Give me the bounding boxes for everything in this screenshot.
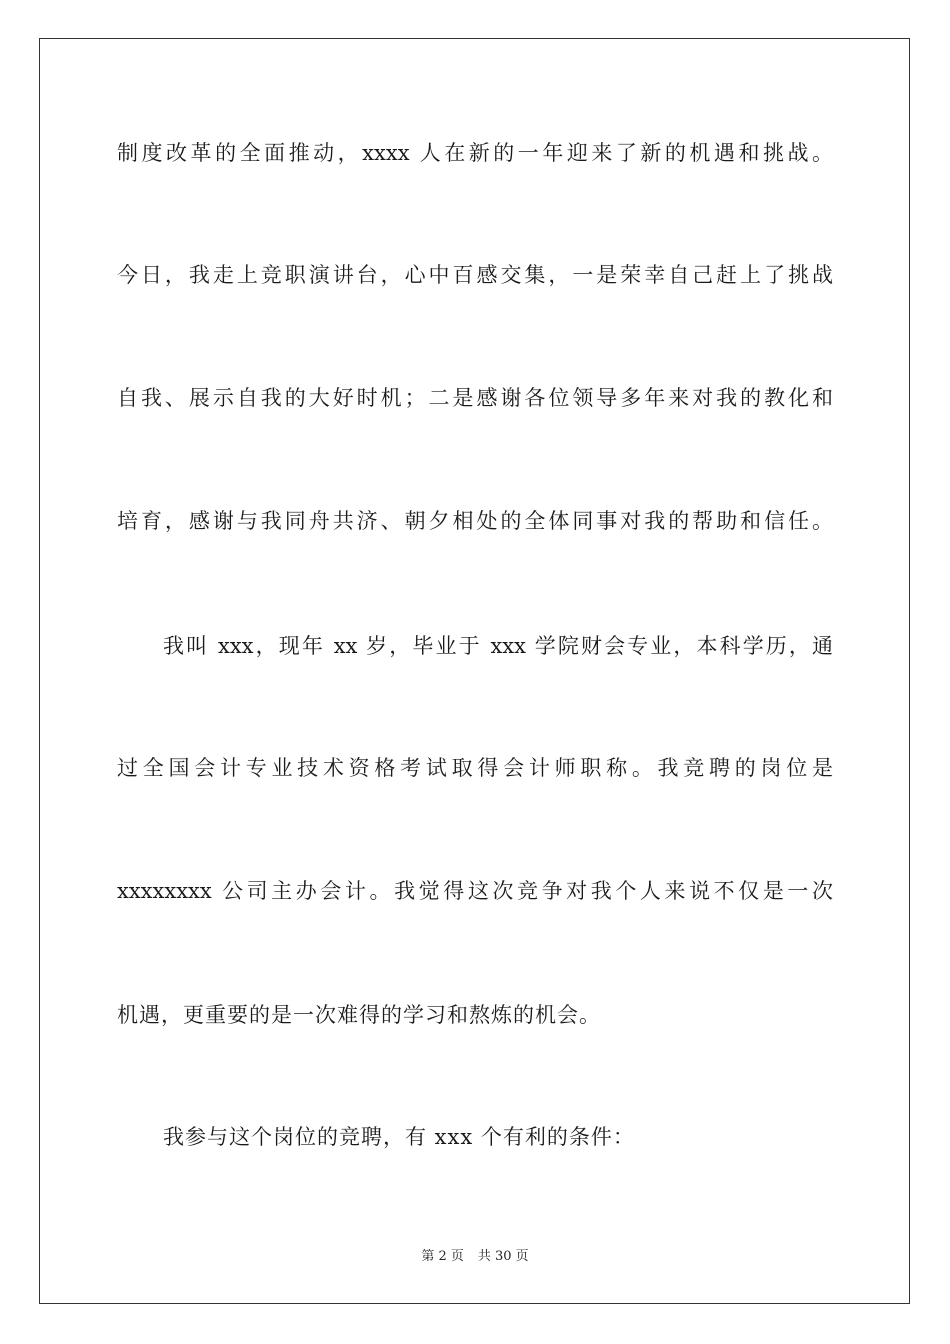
text-line-5: 我叫 xxx，现年 xx 岁，毕业于 xxx 学院财会专业，本科学历，通 bbox=[163, 634, 833, 658]
page-number: 第 2 页 bbox=[421, 1249, 464, 1264]
text-line-6: 过全国会计专业技术资格考试取得会计师职称。我竞聘的岗位是 bbox=[117, 756, 833, 780]
text-line-8: 机遇，更重要的是一次难得的学习和熬炼的机会。 bbox=[117, 1003, 601, 1027]
text-line-9: 我参与这个岗位的竞聘，有 xxx 个有利的条件： bbox=[163, 1125, 635, 1149]
text-line-3: 自我、展示自我的大好时机；二是感谢各位领导多年来对我的教化和 bbox=[117, 386, 833, 410]
text-line-7: xxxxxxxx 公司主办会计。我觉得这次竞争对我个人来说不仅是一次 bbox=[117, 879, 833, 903]
page-footer bbox=[0, 1248, 950, 1266]
total-pages: 共 30 页 bbox=[477, 1249, 529, 1264]
text-line-1: 制度改革的全面推动，xxxx 人在新的一年迎来了新的机遇和挑战。 bbox=[117, 141, 833, 165]
text-line-4: 培育，感谢与我同舟共济、朝夕相处的全体同事对我的帮助和信任。 bbox=[117, 509, 833, 533]
text-line-2: 今日，我走上竞职演讲台，心中百感交集，一是荣幸自己赶上了挑战 bbox=[117, 263, 833, 287]
page-border bbox=[39, 38, 910, 1304]
